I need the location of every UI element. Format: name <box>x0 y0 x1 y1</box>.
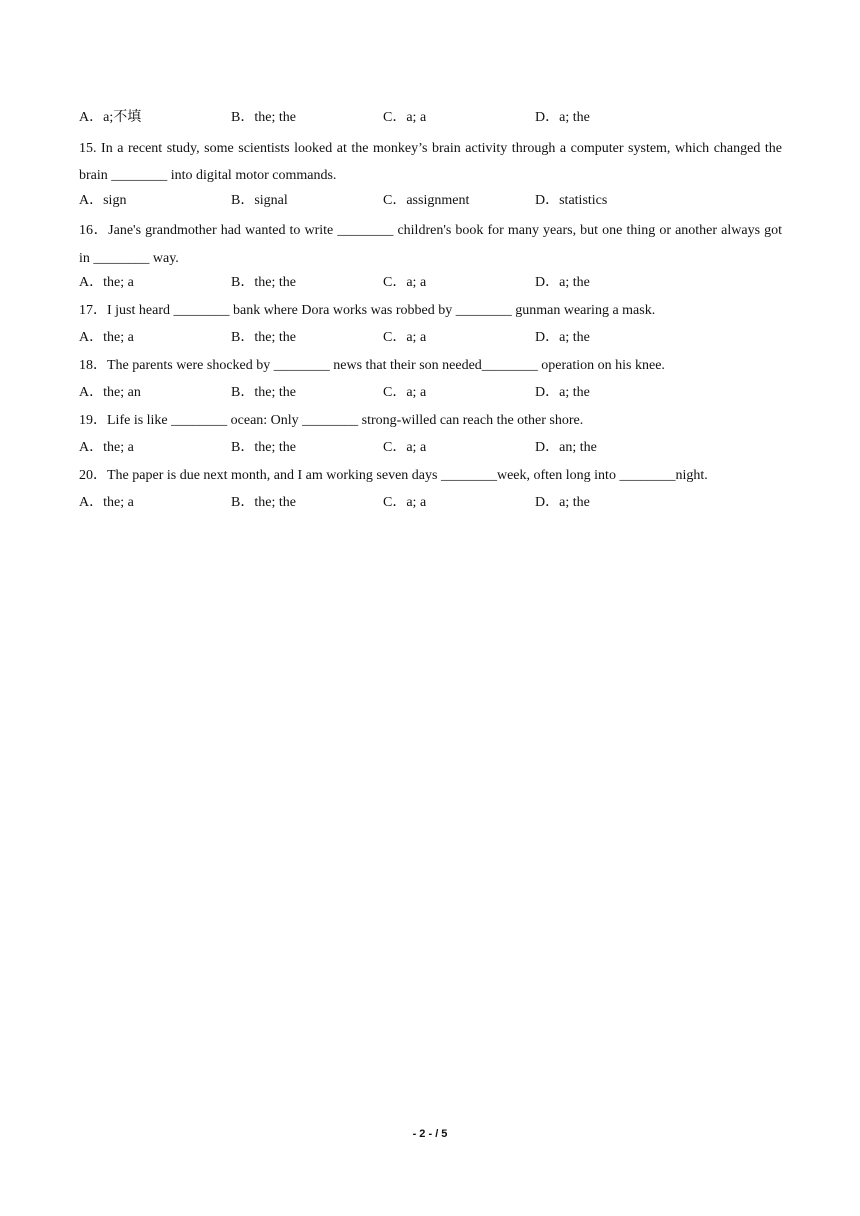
options-row-19 <box>79 437 782 465</box>
question-15: 15. In a recent study, some scientists looked at the monkey’s brain activity through a computer system, which changed the brain ________ into digital motor commands. <box>79 140 782 183</box>
option-c: C．a; a <box>383 440 427 455</box>
option-d: D．a; the <box>535 110 590 125</box>
question-18: 18．The parents were shocked by ________ news that their son needed________ operation on his knee. <box>79 357 665 373</box>
option-d: D．a; the <box>535 495 590 510</box>
option-b: B．the; the <box>231 385 296 400</box>
option-d: D．statistics <box>535 192 608 208</box>
options-row-15 <box>79 190 782 218</box>
options-row-16 <box>79 272 782 300</box>
options-row-20 <box>79 492 782 520</box>
question-17: 17．I just heard ________ bank where Dora works was robbed by ________ gunman wearing a mask. <box>79 302 656 318</box>
options-row-17 <box>79 327 782 355</box>
option-c: C．a; a <box>383 110 427 125</box>
option-b: B．the; the <box>231 495 296 510</box>
option-d: D．an; the <box>535 440 597 455</box>
options-row-14 <box>79 107 782 135</box>
question-20: 20．The paper is due next month, and I am working seven days ________week, often long into ________night. <box>79 467 708 483</box>
option-b: B．signal <box>231 192 288 208</box>
option-d: D．a; the <box>535 330 590 345</box>
option-b: B．the; the <box>231 440 296 455</box>
option-a: A．the; an <box>79 385 141 400</box>
option-c: C．assignment <box>383 192 470 208</box>
question-list <box>79 107 782 520</box>
option-b: B．the; the <box>231 275 296 290</box>
option-b: B．the; the <box>231 330 296 345</box>
option-a: A．the; a <box>79 330 134 345</box>
option-d: D．a; the <box>535 385 590 400</box>
option-b: B．the; the <box>231 110 296 125</box>
options-row-18 <box>79 382 782 410</box>
option-c: C．a; a <box>383 275 427 290</box>
option-c: C．a; a <box>383 385 427 400</box>
option-a: A．the; a <box>79 275 134 290</box>
option-a: A．sign <box>79 192 127 208</box>
option-a: A．the; a <box>79 495 134 510</box>
option-a: A．a;不填 <box>79 110 142 125</box>
option-c: C．a; a <box>383 495 427 510</box>
question-19: 19．Life is like ________ ocean: Only ________ strong-willed can reach the other shore. <box>79 412 584 428</box>
option-d: D．a; the <box>535 275 590 290</box>
question-16: 16．Jane's grandmother had wanted to write ________ children's book for many years, but one thing or another always got in ________ way. <box>79 223 782 266</box>
option-c: C．a; a <box>383 330 427 345</box>
page-number: - 2 - / 5 <box>412 1128 448 1140</box>
option-a: A．the; a <box>79 440 134 455</box>
